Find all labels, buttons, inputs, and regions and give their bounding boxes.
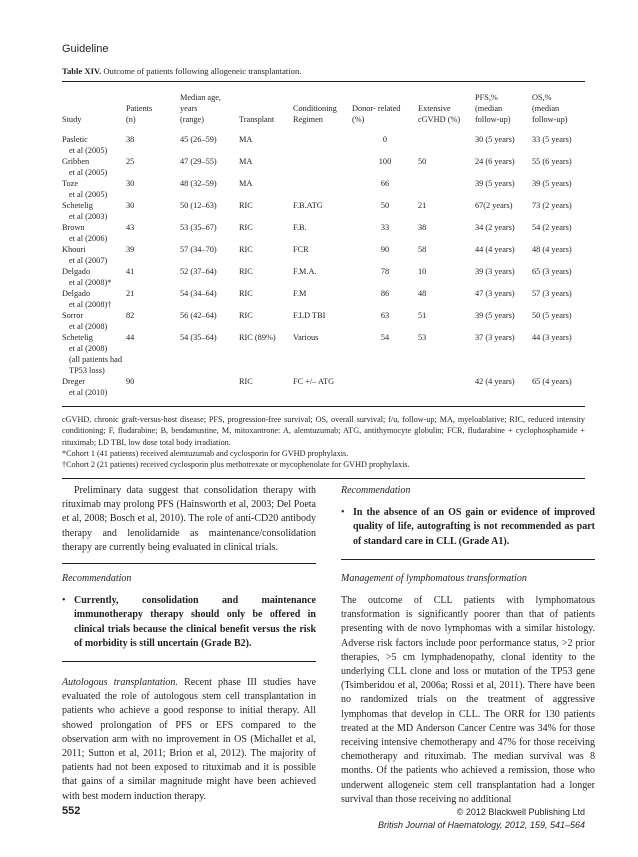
recommendation-bullet-right [341, 506, 595, 549]
table-footnotes [62, 414, 585, 470]
footnote-rule [62, 478, 585, 479]
study-author: Khouri [62, 245, 86, 254]
cell-conditioning: F.LD TBI [293, 311, 326, 320]
cell-age: 45 (26–59) [180, 135, 217, 144]
cell-donor [352, 376, 418, 398]
cell-cgvhd [418, 376, 475, 398]
table-row [62, 244, 585, 266]
bullet-icon: • [341, 507, 345, 519]
table-body [62, 130, 585, 398]
recommendation-bottom-rule-right [341, 559, 595, 560]
cell-donor: 100 [378, 157, 392, 166]
table-row [62, 156, 585, 178]
cell-transplant: RIC [239, 245, 253, 254]
cell-conditioning: Various [293, 333, 319, 342]
copyright-line: © 2012 Blackwell Publishing Ltd [456, 807, 585, 817]
footnote-abbreviations: cGVHD, chronic graft-versus-host disease; PFS, progression-free survival; OS, overall survival; f/u, follow-up; MA, myeloablative; RIC, reduced intensity conditioning; F, fludarabine; B, bendamustine, M, mitoxantrone: A, alemtuzumab; ATG, antithymocyte globulin; FCR, fludarabine + cyclophosphamide + rituximab; LD TBI, low dose total body irradiation. [62, 415, 585, 447]
cell-study [62, 244, 126, 266]
cell-n: 39 [126, 245, 135, 254]
bullet-icon: • [62, 595, 66, 607]
cell-transplant: MA [239, 157, 253, 166]
recommendation-text-right: In the absence of an OS gain or evidence of improved quality of life, autografting is not recommended as part of standard care in CLL (Grade A1). [353, 507, 595, 547]
table-row [62, 376, 585, 398]
table-row [62, 310, 585, 332]
study-author: Schetelig [62, 333, 93, 342]
cell-study [62, 156, 126, 178]
table-caption-text: Outcome of patients following allogeneic transplantation. [103, 66, 302, 76]
recommendation-top-rule [62, 563, 316, 564]
cell-os: 54 (2 years) [532, 223, 572, 232]
cell-age: 47 (29–55) [180, 157, 217, 166]
cell-os: 50 (5 years) [532, 311, 572, 320]
cell-os: 65 (3 years) [532, 267, 572, 276]
cell-transplant: RIC [239, 311, 253, 320]
cell-conditioning: F.M.A. [293, 267, 317, 276]
cell-n: 41 [126, 267, 135, 276]
cell-conditioning: F.B.ATG [293, 201, 323, 210]
transformation-paragraph: The outcome of CLL patients with lymphomatous transformation is significantly poorer than that of patients presenting with de novo lymphomas with a similar histology. Adverse risk factors include poor performance status, >2 prior therapies, >5 cm lymphadenopathy, clonal identity to the underlying CLL clone and loss or mutation of the TP53 gene (Tsimberidou et al, 2006a; Rossi et al, 2011). There have been no randomized trials on the treatment of aggressive lymphomas that develop in CLL. The ORR for 130 patients treated at the MD Anderson Cancer Centre was 34% for those receiving intensive chemotherapy and 47% for those receiving chemotherapy and rituximab. The median survival was 8 months. Of the patients who achieved a remission, those who underwent allogeneic stem cell transplantation had a longer survival than those receiving no additional [341, 595, 595, 805]
journal-citation: British Journal of Haematology, 2012, 159, 541–564 [378, 820, 585, 830]
cell-pfs: 39 (5 years) [475, 311, 515, 320]
cell-age: 50 (12–63) [180, 201, 217, 210]
column-header: OS,% (median follow-up) [532, 93, 568, 124]
table-row [62, 288, 585, 310]
cell-pfs: 39 (3 years) [475, 267, 515, 276]
study-detail: et al (2005) [69, 190, 108, 199]
study-detail: et al (2008)* [69, 278, 112, 287]
table-label: Table XIV. [62, 66, 102, 76]
cell-pfs: 42 (4 years) [475, 377, 515, 386]
cell-os: 39 (5 years) [532, 179, 572, 188]
cell-age: 54 (34–64) [180, 289, 217, 298]
column-header: Conditioning Regimen [293, 104, 337, 124]
cell-n: 82 [126, 311, 135, 320]
cell-donor: 50 [380, 201, 390, 210]
cell-age: 53 (35–67) [180, 223, 217, 232]
autologous-heading: Autologous transplantation. [62, 677, 178, 689]
cell-transplant: RIC [239, 223, 253, 232]
cell-pfs: 34 (2 years) [475, 223, 515, 232]
cell-pfs: 44 (4 years) [475, 245, 515, 254]
cell-donor: 86 [380, 289, 390, 298]
cell-study [62, 332, 126, 376]
cell-transplant: MA [239, 135, 253, 144]
cell-conditioning [293, 130, 352, 156]
cell-os: 57 (3 years) [532, 289, 572, 298]
footnote-cohort-2: †Cohort 2 (21 patients) received cyclosporin plus methotrexate or mycophenolate for GVHD prophylaxis. [62, 460, 410, 470]
column-header: Transplant [239, 115, 275, 124]
cell-transplant: RIC [239, 267, 253, 276]
consolidation-paragraph: Preliminary data suggest that consolidation therapy with rituximab may prolong PFS (Hainsworth et al, 2003; Del Poeta et al, 2008; Bosch et al, 2010). The role of anti-CD20 antibody therapy and lenolidamide as maintenance/consolidation therapy are currently being evaluated in clinical trials. [62, 485, 316, 553]
study-detail: et al (2005) [69, 146, 108, 155]
cell-cgvhd: 58 [418, 245, 427, 254]
cell-transplant: RIC [239, 289, 253, 298]
table-row [62, 200, 585, 222]
cell-cgvhd [418, 130, 475, 156]
footnote-cohort-1: *Cohort 1 (41 patients) received alemtuzumab and cyclosporin for GVHD prophylaxis. [62, 448, 349, 458]
cell-study [62, 200, 126, 222]
study-detail: et al (2007) [69, 256, 108, 265]
cell-cgvhd: 53 [418, 333, 427, 342]
cell-os: 55 (6 years) [532, 157, 572, 166]
cell-transplant: RIC [239, 377, 253, 386]
cell-age: 54 (35–64) [180, 333, 217, 342]
recommendation-bottom-rule [62, 661, 316, 662]
cell-age: 52 (37–64) [180, 267, 217, 276]
column-header: Median age, years (range) [180, 93, 222, 124]
study-author: Brown [62, 223, 85, 232]
study-detail: et al (2008)† [69, 300, 112, 309]
cell-os: 48 (4 years) [532, 245, 572, 254]
cell-cgvhd: 21 [418, 201, 427, 210]
cell-pfs: 67(2 years) [475, 201, 513, 210]
cell-study [62, 266, 126, 288]
column-header: Patients (n) [126, 104, 153, 124]
recommendation-heading-right: Recommendation [341, 485, 411, 496]
recommendation-heading: Recommendation [62, 573, 132, 585]
footer-copyright [378, 806, 585, 832]
study-author: Schetelig [62, 201, 93, 210]
page-number: 552 [62, 805, 81, 817]
cell-transplant: MA [239, 179, 253, 188]
study-author: Gribben [62, 157, 90, 166]
cell-age: 57 (34–70) [180, 245, 217, 254]
outcome-table [62, 83, 585, 398]
table-row [62, 266, 585, 288]
cell-donor: 0 [382, 135, 388, 144]
cell-conditioning: F.M [293, 289, 307, 298]
column-header: Extensive cGVHD (%) [418, 104, 461, 124]
recommendation-text: Currently, consolidation and maintenance immunotherapy therapy should only be offered in clinical trials because the clinical benefit versus the risk of morbidity is still uncertain (Grade B2). [74, 595, 316, 649]
cell-conditioning: FC +/– ATG [293, 377, 335, 386]
cell-age: 56 (42–64) [180, 311, 217, 320]
table-header-row [62, 83, 585, 130]
study-detail: et al (2003) [69, 212, 108, 221]
cell-cgvhd: 48 [418, 289, 427, 298]
cell-os: 73 (2 years) [532, 201, 572, 210]
cell-study [62, 130, 126, 156]
table-caption [62, 66, 301, 76]
study-detail: et al (2008) [69, 344, 108, 353]
autologous-text: Recent phase III studies have evaluated the role of autologous stem cell transplantation in patients who achieve a good response to initial therapy. All showed prolongation of PFS or EFS compared to the observation arm with no improvement in OS (Michallet et al, 2011; Sutton et al, 2011; Brion et al, 2012). The majority of patients had not been exposed to rituximab and it is possible that gains of a similar magnitude might have been achieved with best modern induction therapy. [62, 677, 317, 802]
study-author: Pasletic [62, 135, 88, 144]
cell-donor: 63 [380, 311, 390, 320]
cell-donor: 78 [380, 267, 390, 276]
cell-cgvhd [418, 178, 475, 200]
section-heading: Management of lymphomatous transformation [341, 572, 527, 584]
cell-n: 44 [126, 333, 135, 342]
running-head: Guideline [62, 43, 109, 55]
cell-os: 33 (5 years) [532, 135, 572, 144]
study-detail: et al (2005) [69, 168, 108, 177]
cell-cgvhd: 38 [418, 223, 427, 232]
study-author: Dreger [62, 377, 86, 386]
cell-donor: 33 [380, 223, 390, 232]
cell-age: 48 (32–59) [180, 179, 217, 188]
column-header: Study [62, 115, 82, 124]
cell-study [62, 310, 126, 332]
cell-n: 90 [126, 377, 135, 386]
study-author: Toze [62, 179, 79, 188]
cell-pfs: 30 (5 years) [475, 135, 515, 144]
study-detail: (all patients had [69, 355, 122, 364]
study-detail: et al (2010) [69, 388, 108, 397]
left-column [62, 484, 316, 804]
study-author: Sorror [62, 311, 84, 320]
cell-cgvhd: 51 [418, 311, 427, 320]
cell-conditioning [293, 178, 352, 200]
study-detail: TP53 loss) [69, 366, 105, 375]
column-header: PFS,% (median follow-up) [475, 93, 511, 124]
cell-donor: 90 [380, 245, 390, 254]
cell-transplant: RIC (89%) [239, 333, 276, 342]
cell-pfs: 24 (6 years) [475, 157, 515, 166]
cell-pfs: 39 (5 years) [475, 179, 515, 188]
cell-donor: 66 [380, 179, 390, 188]
cell-os: 44 (3 years) [532, 333, 572, 342]
cell-donor: 54 [380, 333, 390, 342]
cell-study [62, 288, 126, 310]
cell-study [62, 376, 126, 398]
cell-os: 65 (4 years) [532, 377, 572, 386]
study-detail: et al (2008) [69, 322, 108, 331]
cell-conditioning: FCR [293, 245, 309, 254]
cell-cgvhd: 50 [418, 157, 427, 166]
cell-pfs: 47 (3 years) [475, 289, 515, 298]
study-detail: et al (2006) [69, 234, 108, 243]
cell-pfs: 37 (3 years) [475, 333, 515, 342]
cell-n: 38 [126, 135, 135, 144]
table-row [62, 130, 585, 156]
cell-n: 30 [126, 201, 135, 210]
cell-cgvhd: 10 [418, 267, 427, 276]
study-author: Delgado [62, 289, 91, 298]
table-row [62, 178, 585, 200]
column-header: Donor- related (%) [352, 104, 401, 124]
autologous-paragraph [62, 676, 316, 804]
cell-n: 43 [126, 223, 135, 232]
cell-study [62, 222, 126, 244]
cell-study [62, 178, 126, 200]
cell-conditioning [293, 156, 352, 178]
cell-age [180, 376, 239, 398]
cell-n: 30 [126, 179, 135, 188]
table-top-rule [62, 81, 585, 82]
cell-conditioning: F.B. [293, 223, 307, 232]
cell-transplant: RIC [239, 201, 253, 210]
table-bottom-rule [62, 406, 585, 407]
study-author: Delgado [62, 267, 91, 276]
cell-n: 25 [126, 157, 135, 166]
table-row [62, 222, 585, 244]
right-column [341, 484, 595, 807]
table-row [62, 332, 585, 376]
recommendation-bullet [62, 594, 316, 651]
cell-n: 21 [126, 289, 135, 298]
